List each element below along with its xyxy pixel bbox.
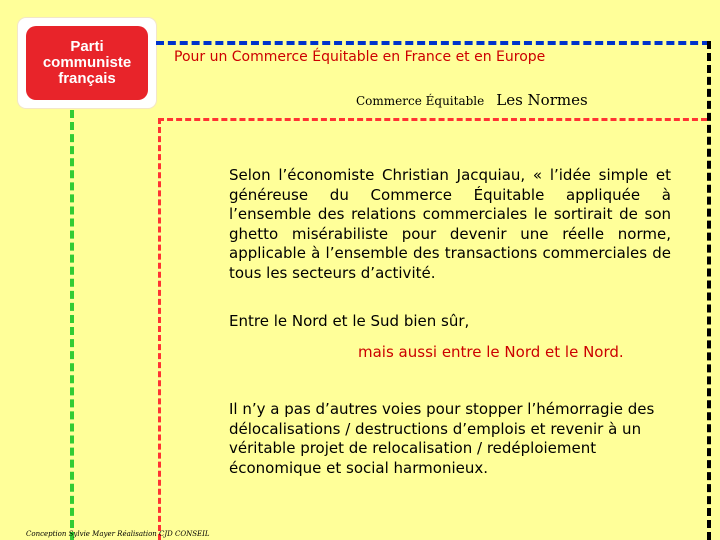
party-logo-badge bbox=[26, 26, 148, 100]
logo-line-3: français bbox=[58, 70, 116, 87]
conclusion-paragraph: Il n’y a pas d’autres voies pour stopper l’hémorragie des délocalisations / destructions d’emplois et revenir à un véritable projet de relocalisation / redéploiement économique et social harmonieux. bbox=[229, 400, 655, 477]
frame-inner-left-border bbox=[158, 118, 161, 540]
footer-credit: Conception Sylvie Mayer Réalisation CJD CONSEIL bbox=[26, 530, 210, 538]
frame-top-border bbox=[156, 41, 710, 45]
frame-right-border bbox=[707, 41, 711, 540]
frame-left-border bbox=[70, 110, 74, 540]
party-logo bbox=[18, 18, 156, 108]
logo-line-2: communiste bbox=[42, 54, 132, 71]
page-title: Pour un Commerce Équitable en France et en Europe bbox=[174, 49, 546, 65]
frame-inner-top-border bbox=[158, 118, 707, 121]
subtitle bbox=[356, 90, 588, 109]
north-north-line: mais aussi entre le Nord et le Nord. bbox=[358, 343, 624, 361]
north-south-line: Entre le Nord et le Sud bien sûr, bbox=[229, 312, 470, 330]
quote-paragraph: Selon l’économiste Christian Jacquiau, « l’idée simple et généreuse du Commerce Équitable appliquée à l’ensemble des relations commerciales le sortirait de son ghetto misérabiliste pour devenir une réelle norme, applicable à l’ensemble des transactions commerciales de tous les secteurs d’activité. bbox=[229, 166, 671, 282]
subtitle-section: Les Normes bbox=[496, 91, 588, 109]
subtitle-topic: Commerce Équitable bbox=[356, 94, 485, 108]
logo-line-1: Parti bbox=[70, 38, 104, 55]
